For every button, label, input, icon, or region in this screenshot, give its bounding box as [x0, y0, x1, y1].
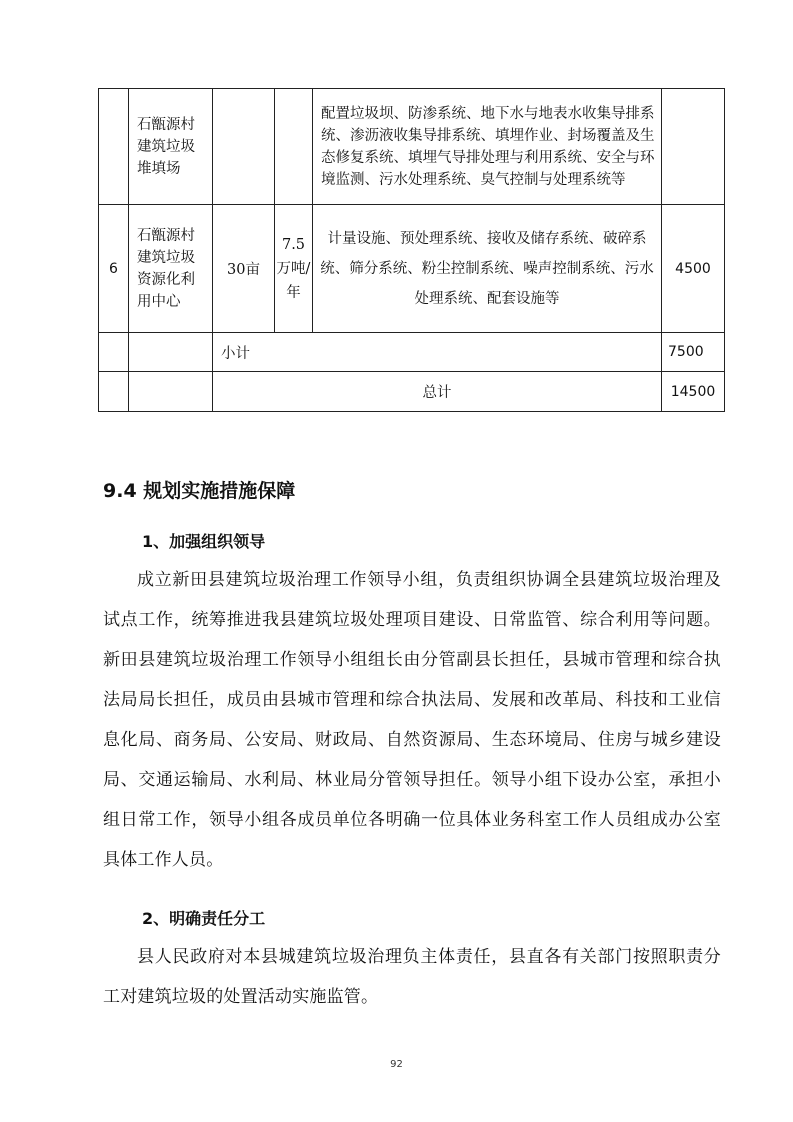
cell-empty	[129, 372, 213, 412]
table-row-6	[99, 205, 725, 333]
cell-empty	[99, 372, 129, 412]
cell-systems: 计量设施、预处理系统、接收及储存系统、破碎系统、筛分系统、粉尘控制系统、噪声控制系统、污水处理系统、配套设施等	[313, 205, 662, 333]
cell-empty	[99, 333, 129, 372]
cell-systems: 配置垃圾坝、防渗系统、地下水与地表水收集导排系统、渗沥液收集导排系统、填埋作业、封场覆盖及生态修复系统、填埋气导排处理与利用系统、安全与环境监测、污水处理系统、臭气控制与处理系统等	[313, 89, 662, 205]
project-table	[98, 88, 725, 412]
cell-empty	[129, 333, 213, 372]
cell-name: 石甑源村建筑垃圾堆填场	[129, 89, 213, 205]
paragraph-responsibility: 县人民政府对本县城建筑垃圾治理负主体责任，县直各有关部门按照职责分工对建筑垃圾的处置活动实施监管。	[103, 947, 721, 1007]
cell-no	[99, 89, 129, 205]
page-number: 92	[390, 1059, 403, 1070]
cell-investment	[662, 89, 725, 205]
table-row-landfill	[99, 89, 725, 205]
table-row-total	[99, 372, 725, 412]
subtotal-value: 7500	[662, 333, 725, 372]
total-label: 总计	[213, 372, 662, 412]
subsection-title-1: 1、加强组织领导	[142, 532, 266, 551]
subsection-title-2: 2、明确责任分工	[142, 909, 266, 928]
paragraph-organization: 成立新田县建筑垃圾治理工作领导小组，负责组织协调全县建筑垃圾治理及试点工作，统筹推进我县建筑垃圾处理项目建设、日常监管、综合利用等问题。新田县建筑垃圾治理工作领导小组组长由分管副县长担任，县城市管理和综合执法局局长担任，成员由县城市管理和综合执法局、发展和改革局、科技和工业信息化局、商务局、公安局、财政局、自然资源局、生态环境局、住房与城乡建设局、交通运输局、水利局、林业局分管领导担任。领导小组下设办公室，承担小组日常工作，领导小组各成员单位各明确一位具体业务科室工作人员组成办公室具体工作人员。	[103, 570, 721, 870]
table-row-subtotal	[99, 333, 725, 372]
total-value: 14500	[662, 372, 725, 412]
cell-area: 30亩	[213, 205, 275, 333]
cell-name: 石甑源村建筑垃圾资源化利用中心	[129, 205, 213, 333]
section-title: 9.4 规划实施措施保障	[103, 480, 296, 502]
cell-no: 6	[99, 205, 129, 333]
cell-investment: 4500	[662, 205, 725, 333]
cell-capacity: 7.5万吨/年	[275, 205, 313, 333]
cell-capacity	[275, 89, 313, 205]
subtotal-label: 小计	[213, 333, 662, 372]
cell-area	[213, 89, 275, 205]
